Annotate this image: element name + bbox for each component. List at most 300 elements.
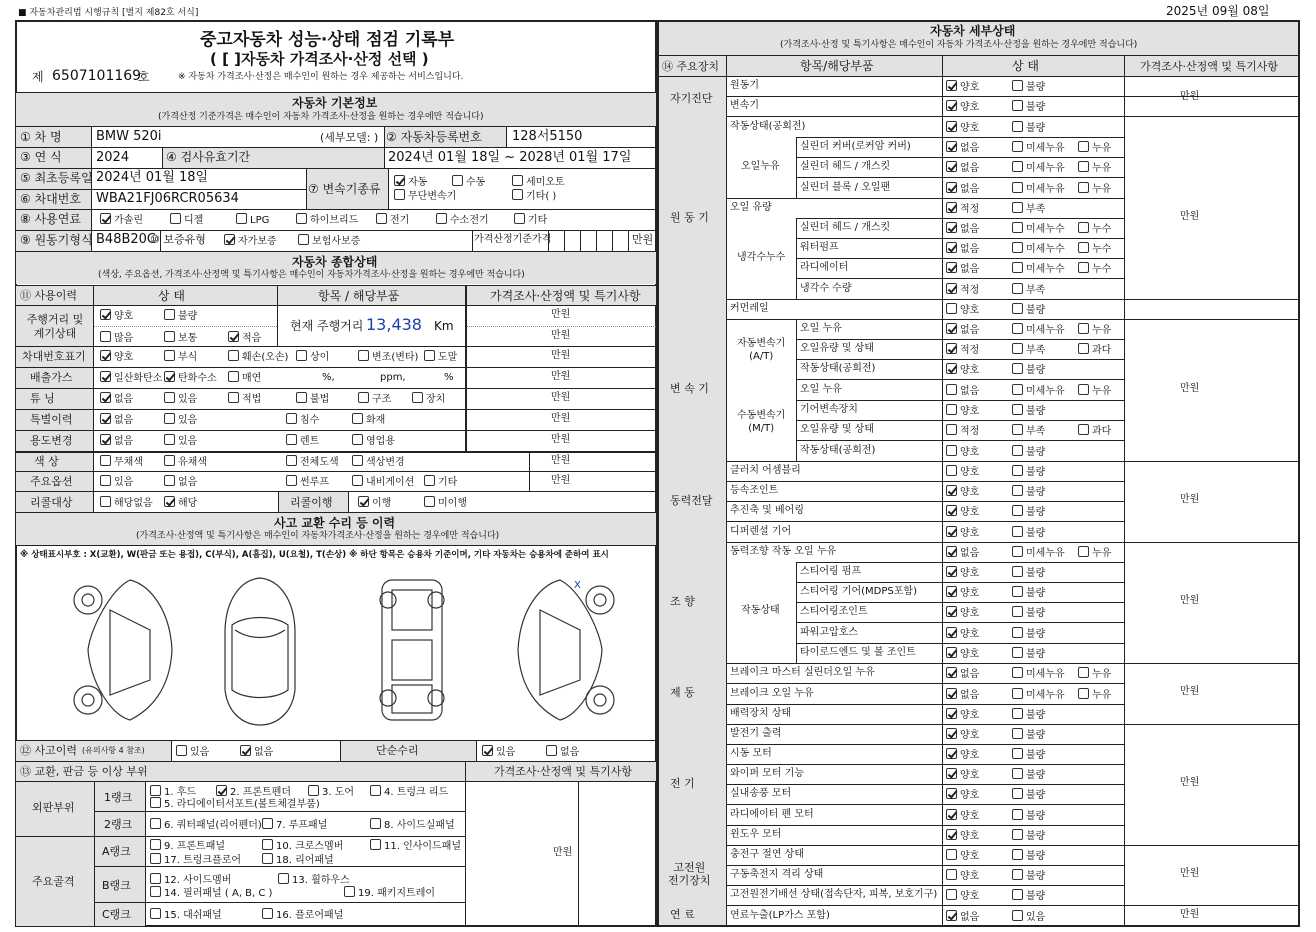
detail-item-23: 동력조향 작동 오일 누유: [730, 546, 837, 557]
detail-opt-1-0[interactable]: 양호: [946, 100, 979, 114]
detail-opt-2-0[interactable]: 양호: [946, 121, 979, 135]
detail-opt-22-1[interactable]: 불량: [1012, 526, 1045, 540]
basic-info-title: 자동차 기본정보: [292, 96, 378, 110]
base-price-unit: 만원: [632, 233, 654, 246]
parts-price: 만원: [553, 847, 573, 858]
usage-label: 용도변경: [30, 434, 73, 447]
tune-price: 만원: [551, 392, 571, 403]
detail-opt-37-0[interactable]: 양호: [946, 829, 979, 843]
detail-item-22: 디퍼렌셜 기어: [730, 526, 792, 537]
detail-opt-7-0[interactable]: 없음: [946, 222, 979, 236]
gas-hc[interactable]: 탄화수소: [164, 371, 217, 385]
part-9[interactable]: 9. 프론트패널: [150, 839, 225, 853]
part-3[interactable]: 3. 도어: [308, 785, 354, 799]
car-top-diagram: [225, 578, 295, 725]
detail-opt-8-0[interactable]: 없음: [946, 242, 979, 256]
detail-opt-21-1[interactable]: 불량: [1012, 505, 1045, 519]
recall-applicable[interactable]: 해당: [164, 496, 197, 510]
detail-opt-18-1[interactable]: 불량: [1012, 445, 1045, 459]
detail-opt-41-0[interactable]: 없음: [946, 910, 979, 924]
overall-note: (색상, 주요옵션, 가격조사·산정액 및 특기사항은 매수인이 자동차가격조사·산정을 원하는 경우에만 적습니다): [98, 270, 525, 280]
parts-label: ⑬ 교환, 판금 등 이상 부위: [20, 765, 148, 778]
detail-opt-12-0[interactable]: 없음: [946, 323, 979, 337]
detail-opt-29-0[interactable]: 없음: [946, 667, 979, 681]
gas-unit-2: ppm,: [380, 372, 406, 383]
price-hv: 만원: [1180, 868, 1200, 879]
detail-opt-5-2[interactable]: 누유: [1078, 182, 1111, 196]
detail-item-21: 추진축 및 베어링: [730, 505, 804, 516]
detail-opt-24-0[interactable]: 양호: [946, 566, 979, 580]
usage-business[interactable]: 영업용: [352, 434, 395, 448]
fuel-hydrogen[interactable]: 수소전기: [436, 213, 489, 227]
usage-price: 만원: [551, 434, 571, 445]
detail-opt-25-1[interactable]: 불량: [1012, 586, 1045, 600]
price-fuel: 만원: [1180, 909, 1200, 920]
year-label: ③ 연 식: [20, 150, 62, 164]
detail-opt-20-0[interactable]: 양호: [946, 485, 979, 499]
car-frame-diagram: [382, 580, 442, 720]
odo-value: 13,438: [366, 315, 422, 334]
gas-unit-1: %,: [322, 372, 335, 383]
part-13[interactable]: 13. 휠하우스: [278, 873, 350, 887]
tune-none[interactable]: 없음: [100, 392, 133, 406]
sub-oil-leak: 오일누유: [741, 161, 780, 172]
detail-opt-28-0[interactable]: 양호: [946, 647, 979, 661]
detail-item-38: 충전구 절연 상태: [730, 849, 804, 860]
detail-item-6: 오일 유량: [730, 202, 772, 213]
detail-opt-19-0[interactable]: 양호: [946, 465, 979, 479]
option-price: 만원: [551, 475, 571, 486]
engine-type: B48B20C: [96, 232, 156, 247]
odo-good[interactable]: 양호: [100, 309, 133, 323]
detail-opt-1-1[interactable]: 불량: [1012, 100, 1045, 114]
group-fuel: 연 료: [670, 908, 695, 921]
detail-opt-26-1[interactable]: 불량: [1012, 606, 1045, 620]
accident-history-label: ⑫ 사고이력: [20, 744, 78, 757]
detail-opt-39-1[interactable]: 불량: [1012, 869, 1045, 883]
group-engine: 원 동 기: [670, 211, 709, 224]
form-subtitle: ( [ ]자동차 가격조사·산정 선택 ): [210, 50, 429, 68]
sub-manual-trans: 수동변속기 (M/T): [737, 410, 786, 434]
accident-exists[interactable]: 있음: [176, 745, 209, 759]
detail-item-24: 스티어링 펌프: [800, 566, 862, 577]
detail-opt-3-2[interactable]: 누유: [1078, 141, 1111, 155]
detail-opt-4-1[interactable]: 미세누유: [1012, 161, 1065, 175]
price-brake: 만원: [1180, 686, 1200, 697]
part-6[interactable]: 6. 쿼터패널(리어펜더): [150, 818, 262, 832]
detail-item-7: 실린더 헤드 / 개스킷: [800, 222, 891, 233]
tune-legal[interactable]: 적법: [228, 392, 261, 406]
rank1-label: 1랭크: [104, 791, 133, 804]
part-18[interactable]: 18. 리어패널: [262, 853, 334, 867]
detail-opt-4-2[interactable]: 누유: [1078, 161, 1111, 175]
car-left-side-diagram: [88, 580, 172, 720]
detail-opt-22-0[interactable]: 양호: [946, 526, 979, 540]
frame-label: 주요골격: [32, 875, 75, 888]
group-drivetrain: 동력전달: [670, 494, 713, 507]
gas-label: 배출가스: [30, 371, 73, 384]
car-name: BMW 520i: [96, 129, 162, 144]
price-self-diag: 만원: [1180, 91, 1200, 102]
part-2[interactable]: 2. 프론트펜더: [216, 785, 291, 799]
detail-opt-17-0[interactable]: 적정: [946, 424, 979, 438]
detail-opt-32-1[interactable]: 불량: [1012, 728, 1045, 742]
option-navi[interactable]: 내비게이션: [352, 475, 414, 489]
group-electric: 전 기: [670, 777, 695, 790]
price-drivetrain: 만원: [1180, 494, 1200, 505]
detail-item-9: 라디에이터: [800, 262, 849, 273]
part-11[interactable]: 11. 인사이드패널: [370, 839, 461, 853]
color-achromatic[interactable]: 무채색: [100, 455, 143, 469]
plate-price: 만원: [551, 350, 571, 361]
detail-opt-15-0[interactable]: 없음: [946, 384, 979, 398]
detail-opt-13-1[interactable]: 부족: [1012, 343, 1045, 357]
detail-opt-38-0[interactable]: 양호: [946, 849, 979, 863]
detail-item-14: 작동상태(공회전): [800, 363, 876, 374]
damage-mark-x: X: [574, 580, 581, 591]
color-price: 만원: [551, 455, 571, 466]
record-no-label: 제: [32, 70, 44, 84]
detail-opt-3-1[interactable]: 미세누유: [1012, 141, 1065, 155]
col-detail-item: 항목/해당부품: [800, 59, 874, 73]
odo-price-1: 만원: [551, 309, 571, 320]
col-price: 가격조사·산정액 및 특기사항: [490, 289, 641, 303]
fuel-electric[interactable]: 전기: [376, 213, 409, 227]
year-value: 2024: [96, 150, 130, 165]
detail-opt-9-1[interactable]: 미세누수: [1012, 262, 1065, 276]
detail-opt-32-0[interactable]: 양호: [946, 728, 979, 742]
detail-opt-6-0[interactable]: 적정: [946, 202, 979, 216]
detail-opt-19-1[interactable]: 불량: [1012, 465, 1045, 479]
detail-item-28: 타이로드엔드 및 볼 조인트: [800, 647, 916, 658]
detail-opt-14-0[interactable]: 양호: [946, 363, 979, 377]
outer-panel-label: 외판부위: [32, 801, 75, 814]
fuel-label: ⑧ 사용연료: [20, 212, 81, 226]
accident-history-sub: (유의사항 4 참조): [82, 746, 145, 755]
fuel-gasoline[interactable]: 가솔린: [100, 213, 143, 227]
detail-opt-13-0[interactable]: 적정: [946, 343, 979, 357]
detail-opt-34-1[interactable]: 불량: [1012, 768, 1045, 782]
detail-item-33: 시동 모터: [730, 748, 772, 759]
detail-opt-31-0[interactable]: 양호: [946, 708, 979, 722]
odo-normal[interactable]: 보통: [164, 331, 197, 345]
rank2-label: 2랭크: [104, 818, 133, 831]
trans-other[interactable]: 기타( ): [512, 189, 556, 203]
detail-item-36: 라디에이터 펜 모터: [730, 809, 814, 820]
col-detail-price: 가격조사·산정액 및 특기사항: [1140, 60, 1279, 73]
part-16[interactable]: 16. 플로어패널: [262, 908, 343, 922]
detail-item-5: 실린더 블록 / 오일팬: [800, 182, 891, 193]
special-flood[interactable]: 침수: [286, 413, 319, 427]
part-10[interactable]: 10. 크로스멤버: [262, 839, 343, 853]
detail-opt-17-1[interactable]: 부족: [1012, 424, 1045, 438]
part-15[interactable]: 15. 대쉬패널: [150, 908, 222, 922]
detail-opt-12-2[interactable]: 누유: [1078, 323, 1111, 337]
price-transmission: 만원: [1180, 383, 1200, 394]
warranty-self[interactable]: 자가보증: [224, 234, 277, 248]
detail-item-3: 실린더 커버(로커암 커버): [800, 141, 911, 152]
accident-none[interactable]: 없음: [240, 745, 273, 759]
engine-type-label: ⑨ 원동기형식: [20, 233, 93, 247]
trans-semi-auto[interactable]: 세미오토: [512, 175, 565, 189]
part-4[interactable]: 4. 트렁크 리드: [370, 785, 448, 799]
detail-item-40: 고전원전기배선 상태(접속단자, 피복, 보호기구): [730, 889, 938, 900]
detail-item-13: 오일유량 및 상태: [800, 343, 874, 354]
repair-exists[interactable]: 있음: [482, 745, 515, 759]
basic-info-note: (가격산정 기준가격은 매수인이 자동차 가격조사·산정을 원하는 경우에만 적습니다): [158, 112, 484, 122]
option-label: 주요옵션: [30, 475, 73, 488]
warranty-insurance[interactable]: 보험사보증: [298, 234, 360, 248]
detail-opt-18-0[interactable]: 양호: [946, 445, 979, 459]
tune-structure[interactable]: 구조: [358, 392, 391, 406]
detail-opt-24-1[interactable]: 불량: [1012, 566, 1045, 580]
overall-title: 자동차 종합상태: [292, 255, 378, 269]
fuel-hybrid[interactable]: 하이브리드: [296, 213, 358, 227]
odo-label: 주행거리 및 계기상태: [26, 313, 84, 340]
odo-many[interactable]: 많음: [100, 331, 133, 345]
detail-opt-16-0[interactable]: 양호: [946, 404, 979, 418]
detail-opt-12-1[interactable]: 미세누유: [1012, 323, 1065, 337]
usage-none[interactable]: 없음: [100, 434, 133, 448]
detail-item-4: 실린더 헤드 / 개스킷: [800, 161, 891, 172]
odo-unit: Km: [434, 319, 454, 333]
option-none[interactable]: 없음: [164, 475, 197, 489]
detail-opt-0-0[interactable]: 양호: [946, 80, 979, 94]
odo-text: 현재 주행거리: [290, 319, 364, 333]
detail-item-0: 원동기: [730, 80, 759, 91]
detail-opt-30-0[interactable]: 없음: [946, 688, 979, 702]
color-changed[interactable]: 색상변경: [352, 455, 405, 469]
detail-opt-23-2[interactable]: 누유: [1078, 546, 1111, 560]
detail-opt-28-1[interactable]: 불량: [1012, 647, 1045, 661]
option-exists[interactable]: 있음: [100, 475, 133, 489]
valid-period: 2024년 01월 18일 ~ 2028년 01월 17일: [388, 150, 632, 165]
group-transmission: 변 속 기: [670, 382, 709, 395]
record-no-suffix: 호: [138, 70, 150, 84]
detail-opt-33-1[interactable]: 불량: [1012, 748, 1045, 762]
detail-opt-13-2[interactable]: 과다: [1078, 343, 1111, 357]
part-19[interactable]: 19. 패키지트레이: [344, 886, 435, 900]
plate-rust[interactable]: 부식: [164, 350, 197, 364]
detail-item-25: 스티어링 기어(MDPS포함): [800, 586, 917, 597]
group-self-diag: 자기진단: [670, 92, 713, 105]
detail-opt-41-1[interactable]: 있음: [1012, 910, 1045, 924]
detail-opt-26-0[interactable]: 양호: [946, 606, 979, 620]
option-sunroof[interactable]: 썬루프: [286, 475, 329, 489]
plate-painted[interactable]: 도말: [424, 350, 457, 364]
detail-item-41: 연료누출(LP가스 포함): [730, 910, 830, 921]
detail-opt-31-1[interactable]: 불량: [1012, 708, 1045, 722]
detail-item-2: 작동상태(공회전): [730, 121, 806, 132]
plate-different[interactable]: 상이: [296, 350, 329, 364]
warranty-label: ⑩ 보증유형: [150, 233, 206, 246]
option-other[interactable]: 기타: [424, 475, 457, 489]
recall-not-done[interactable]: 미이행: [424, 496, 467, 510]
record-date: 2025년 09월 08일: [1166, 4, 1270, 18]
detail-opt-39-0[interactable]: 양호: [946, 869, 979, 883]
part-1[interactable]: 1. 후드: [150, 785, 196, 799]
trans-cvt[interactable]: 무단변속기: [394, 189, 456, 203]
detail-opt-3-0[interactable]: 없음: [946, 141, 979, 155]
detail-opt-35-0[interactable]: 양호: [946, 788, 979, 802]
gas-smoke[interactable]: 매연: [228, 371, 261, 385]
odo-price-2: 만원: [551, 330, 571, 341]
vin-value: WBA21FJ06RCR05634: [96, 191, 239, 206]
part-12[interactable]: 12. 사이드멤버: [150, 873, 231, 887]
special-exists[interactable]: 있음: [164, 413, 197, 427]
recall-na[interactable]: 해당없음: [100, 496, 153, 510]
detail-item-35: 실내송풍 모터: [730, 788, 792, 799]
gas-co[interactable]: 일산화탄소: [100, 371, 162, 385]
part-7[interactable]: 7. 루프패널: [262, 818, 327, 832]
detail-opt-36-0[interactable]: 양호: [946, 809, 979, 823]
rankA-label: A랭크: [102, 845, 131, 858]
form-title: 중고자동차 성능·상태 점검 기록부: [200, 30, 455, 50]
detail-opt-2-1[interactable]: 불량: [1012, 121, 1045, 135]
usage-exists[interactable]: 있음: [164, 434, 197, 448]
gas-price: 만원: [551, 371, 571, 382]
detail-opt-36-1[interactable]: 불량: [1012, 809, 1045, 823]
detail-item-10: 냉각수 수량: [800, 283, 852, 294]
tune-label: 튜 닝: [30, 392, 55, 405]
detail-item-26: 스티어링조인트: [800, 606, 868, 617]
detail-item-18: 작동상태(공회전): [800, 445, 876, 456]
detail-opt-10-0[interactable]: 적정: [946, 283, 979, 297]
plate-label: 차대번호표기: [22, 350, 86, 363]
accident-note: (가격조사·산정액 및 특기사항은 매수인이 자동차가격조사·산정을 원하는 경우에만 적습니다): [136, 531, 500, 541]
detail-item-11: 커먼레일: [730, 303, 769, 314]
car-name-label: ① 차 명: [20, 130, 62, 144]
detail-opt-30-2[interactable]: 누유: [1078, 688, 1111, 702]
detail-item-16: 기어변속장치: [800, 404, 858, 415]
plate-damaged[interactable]: 훼손(오손): [228, 350, 288, 364]
detail-opt-29-1[interactable]: 미세누유: [1012, 667, 1065, 681]
detail-item-39: 구동축전지 격리 상태: [730, 869, 824, 880]
part-8[interactable]: 8. 사이드실패널: [370, 818, 455, 832]
detail-opt-11-0[interactable]: 양호: [946, 303, 979, 317]
part-14[interactable]: 14. 필러패널 ( A, B, C ): [150, 886, 272, 900]
detail-opt-16-1[interactable]: 불량: [1012, 404, 1045, 418]
detail-item-8: 워터펌프: [800, 242, 839, 253]
plate-altered[interactable]: 변조(변타): [358, 350, 418, 364]
detail-item-17: 오일유량 및 상태: [800, 424, 874, 435]
detail-opt-15-2[interactable]: 누유: [1078, 384, 1111, 398]
detail-opt-5-1[interactable]: 미세누유: [1012, 182, 1065, 196]
detail-opt-4-0[interactable]: 없음: [946, 161, 979, 175]
col-main-device: ⑭ 주요장치: [662, 60, 720, 73]
trans-auto[interactable]: 자동: [394, 175, 427, 189]
gas-unit-3: %: [444, 372, 454, 383]
fuel-other[interactable]: 기타: [514, 213, 547, 227]
detail-opt-23-0[interactable]: 없음: [946, 546, 979, 560]
detail-opt-6-1[interactable]: 부족: [1012, 202, 1045, 216]
usage-rent[interactable]: 렌트: [286, 434, 319, 448]
detail-opt-9-2[interactable]: 누수: [1078, 262, 1111, 276]
detail-opt-5-0[interactable]: 없음: [946, 182, 979, 196]
detail-opt-0-1[interactable]: 불량: [1012, 80, 1045, 94]
fuel-lpg[interactable]: LPG: [236, 213, 269, 227]
price-engine: 만원: [1180, 211, 1200, 222]
tune-device[interactable]: 장치: [412, 392, 445, 406]
odo-bad[interactable]: 불량: [164, 309, 197, 323]
detail-opt-38-1[interactable]: 불량: [1012, 849, 1045, 863]
color-chromatic[interactable]: 유채색: [164, 455, 207, 469]
detail-item-29: 브레이크 마스터 실린더오일 누유: [730, 667, 875, 678]
special-none[interactable]: 없음: [100, 413, 133, 427]
detail-opt-25-0[interactable]: 양호: [946, 586, 979, 600]
sub-coolant-leak: 냉각수누수: [737, 252, 786, 263]
detail-opt-20-1[interactable]: 불량: [1012, 485, 1045, 499]
base-price-label: 가격산정기준가격: [474, 234, 552, 245]
detail-opt-14-1[interactable]: 불량: [1012, 363, 1045, 377]
detail-opt-21-0[interactable]: 양호: [946, 505, 979, 519]
odo-few[interactable]: 적음: [228, 331, 261, 345]
part-17[interactable]: 17. 트렁크플로어: [150, 853, 241, 867]
detail-opt-33-0[interactable]: 양호: [946, 748, 979, 762]
col-item: 항목 / 해당부품: [318, 289, 400, 303]
special-fire[interactable]: 화재: [352, 413, 385, 427]
recall-done[interactable]: 이행: [358, 496, 391, 510]
detail-item-32: 발전기 출력: [730, 728, 782, 739]
detail-opt-35-1[interactable]: 불량: [1012, 788, 1045, 802]
detail-item-12: 오일 누유: [800, 323, 842, 334]
repair-none[interactable]: 없음: [546, 745, 579, 759]
detail-opt-23-1[interactable]: 미세누유: [1012, 546, 1065, 560]
plate-good[interactable]: 양호: [100, 350, 133, 364]
detail-item-31: 배력장치 상태: [730, 708, 792, 719]
detail-opt-7-1[interactable]: 미세누수: [1012, 222, 1065, 236]
col-history: ⑪ 사용이력: [20, 289, 78, 302]
detail-opt-7-2[interactable]: 누수: [1078, 222, 1111, 236]
tune-exists[interactable]: 있음: [164, 392, 197, 406]
detail-item-19: 클러치 어셈블리: [730, 465, 801, 476]
detail-opt-10-1[interactable]: 부족: [1012, 283, 1045, 297]
detail-opt-40-1[interactable]: 불량: [1012, 889, 1045, 903]
col-state: 상 태: [158, 289, 185, 303]
detail-opt-8-1[interactable]: 미세누수: [1012, 242, 1065, 256]
price-electric: 만원: [1180, 777, 1200, 788]
detail-opt-11-1[interactable]: 불량: [1012, 303, 1045, 317]
fuel-diesel[interactable]: 디젤: [170, 213, 203, 227]
color-full-paint[interactable]: 전체도색: [286, 455, 339, 469]
trans-manual[interactable]: 수동: [452, 175, 485, 189]
trans-type-label: ⑦ 변속기종류: [308, 182, 381, 196]
car-right-side-diagram: [518, 580, 602, 720]
tune-illegal[interactable]: 불법: [296, 392, 329, 406]
detail-item-27: 파워고압호스: [800, 627, 858, 638]
first-reg-date: 2024년 01월 18일: [96, 170, 209, 185]
detail-note: (가격조사·산정 및 특기사항은 매수인이 자동차 가격조사·산정을 원하는 경우에만 적습니다): [780, 40, 1138, 50]
detail-opt-9-0[interactable]: 없음: [946, 262, 979, 276]
detail-model: (세부모델: ): [320, 131, 379, 144]
detail-opt-37-1[interactable]: 불량: [1012, 829, 1045, 843]
part-5[interactable]: 5. 라디에이터서포트(볼트체결부품): [150, 797, 320, 811]
detail-opt-40-0[interactable]: 양호: [946, 889, 979, 903]
detail-item-15: 오일 누유: [800, 384, 842, 395]
accident-title: 사고 교환 수리 등 이력: [274, 516, 396, 530]
detail-opt-29-2[interactable]: 누유: [1078, 667, 1111, 681]
detail-opt-34-0[interactable]: 양호: [946, 768, 979, 782]
detail-opt-27-0[interactable]: 양호: [946, 627, 979, 641]
detail-opt-27-1[interactable]: 불량: [1012, 627, 1045, 641]
detail-item-1: 변속기: [730, 100, 759, 111]
vin-label: ⑥ 차대번호: [20, 192, 81, 206]
detail-opt-8-2[interactable]: 누수: [1078, 242, 1111, 256]
detail-opt-15-1[interactable]: 미세누유: [1012, 384, 1065, 398]
recall-done-label: 리콜이행: [290, 496, 333, 509]
detail-opt-30-1[interactable]: 미세누유: [1012, 688, 1065, 702]
detail-opt-17-2[interactable]: 과다: [1078, 424, 1111, 438]
